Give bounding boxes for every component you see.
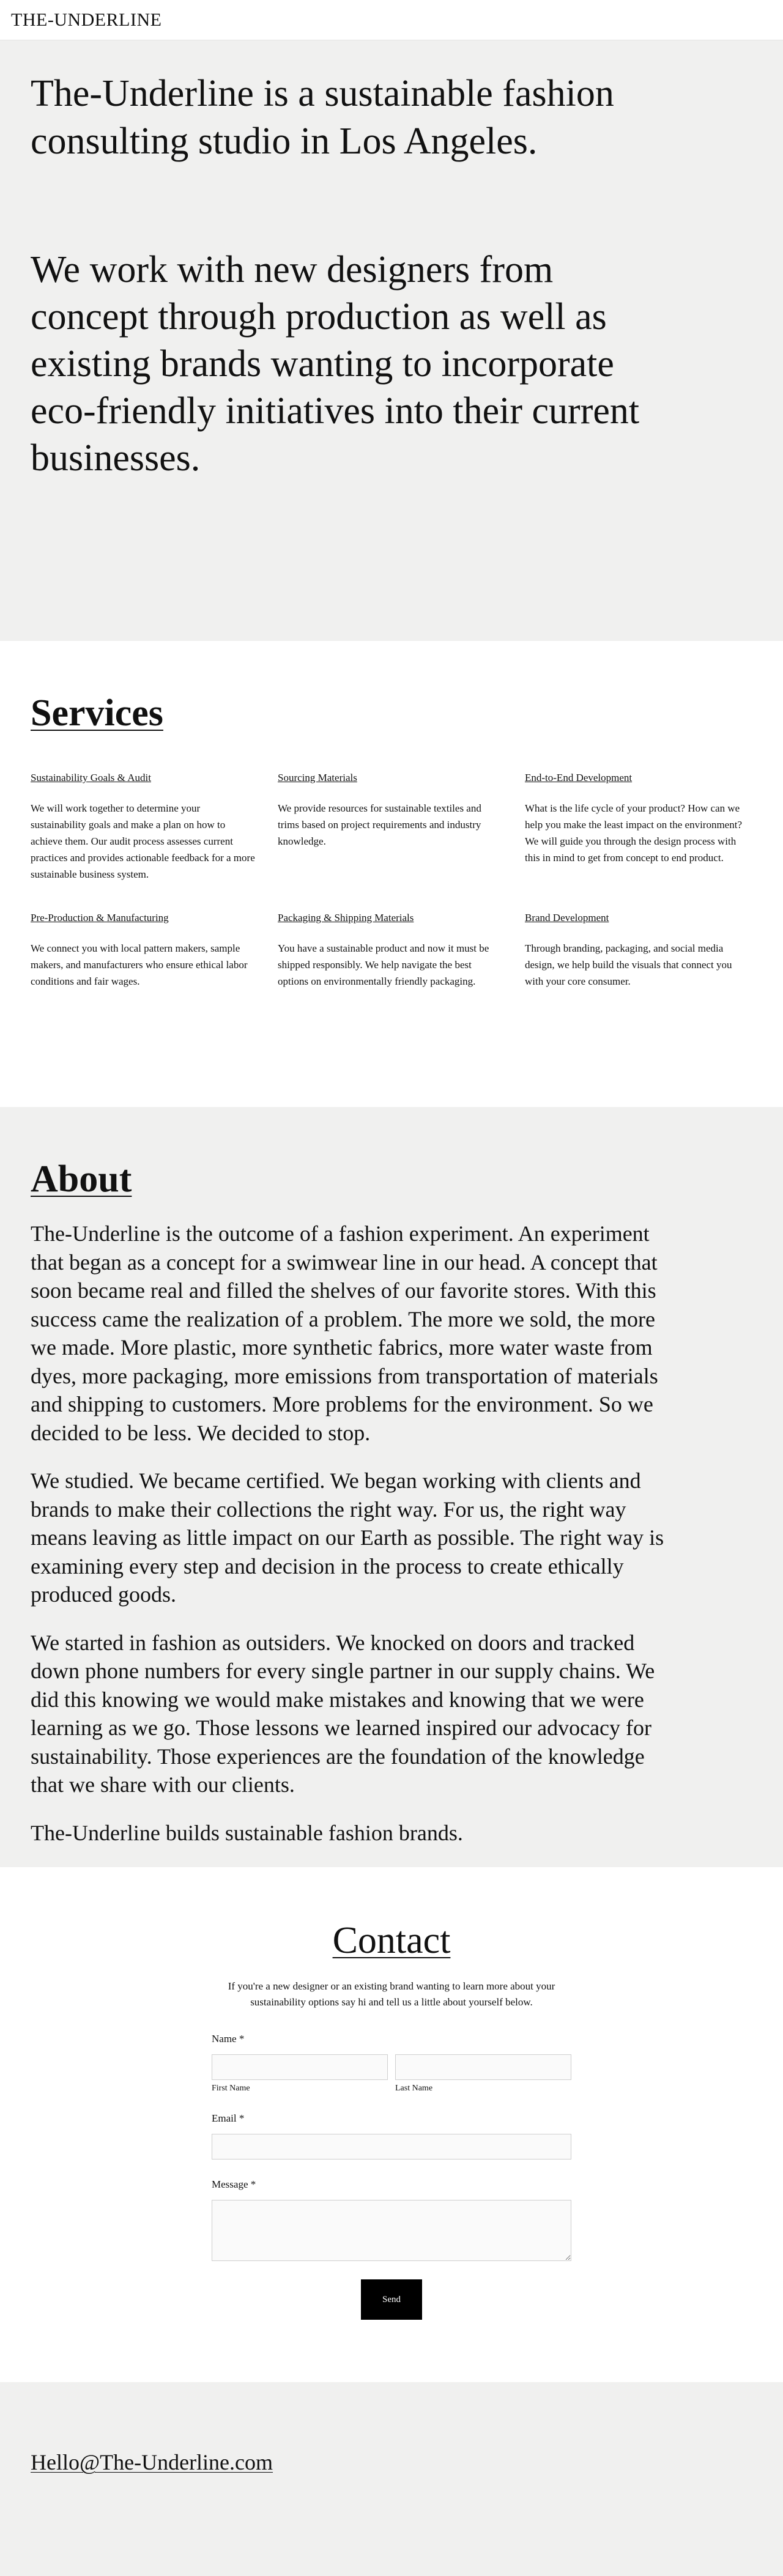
service-description: We connect you with local pattern makers, sample makers, and manufacturers who ensure ethical labor conditions and fair wages. [31,942,248,987]
service-item [31,771,278,883]
site-footer [0,2382,783,2576]
contact-section [0,1867,783,2382]
email-field[interactable] [212,2134,571,2160]
send-button-wrap [212,2279,571,2320]
service-item [525,771,757,883]
service-title: Pre-Production & Manufacturing [31,912,169,923]
last-name-caption: Last Name [395,2084,433,2093]
contact-heading: Contact [332,1920,451,1961]
intro-section [0,40,783,641]
first-name-field[interactable] [212,2054,388,2080]
contact-form [212,2032,571,2320]
service-title: Packaging & Shipping Materials [278,912,414,923]
service-description: Through branding, packaging, and social media design, we help build the visuals that connect you with your core consumer. [525,942,732,987]
services-section [0,641,783,1107]
service-description: We provide resources for sustainable textiles and trims based on project requirements and industry knowledge. [278,802,481,847]
service-title: Brand Development [525,912,609,923]
first-name-group [212,2054,388,2093]
service-description: You have a sustainable product and now it must be shipped responsibly. We help navigate the best options on environmentally friendly packaging. [278,942,489,987]
name-label: Name * [212,2033,245,2045]
service-title: Sourcing Materials [278,772,357,783]
services-heading: Services [31,692,163,734]
about-paragraph: We studied. We became certified. We began working with clients and brands to make their collections the right way. For us, the right way means leaving as little impact on our Earth as possible. The right way is examining every step and decision in the process to create ethically produced goods. [31,1468,664,1607]
intro-description: We work with new designers from concept through production as well as existing brands wanting to incorporate eco-friendly initiatives into their current businesses. [31,249,640,479]
service-item [525,911,757,990]
about-paragraph: We started in fashion as outsiders. We knocked on doors and tracked down phone numbers for every single partner in our supply chains. We did this knowing we would make mistakes and knowing that we were learning as we go. Those lessons we learned inspired our advocacy for sustainability. Those experiences are the foundation of the knowledge that we share with our clients. [31,1630,655,1797]
message-field[interactable] [212,2200,571,2261]
service-item [31,911,278,990]
services-grid [31,771,752,990]
service-title: End-to-End Development [525,772,633,783]
intro-statement: The-Underline is a sustainable fashion consulting studio in Los Angeles. [31,73,614,162]
about-paragraph: The-Underline builds sustainable fashion brands. [31,1820,463,1845]
contact-intro: If you're a new designer or an existing brand wanting to learn more about your sustainability options say hi and tell us a little about yourself below. [228,1980,555,2008]
service-item [278,911,525,990]
site-header [0,0,783,40]
service-title: Sustainability Goals & Audit [31,772,151,783]
send-button[interactable]: Send [361,2279,422,2320]
name-fields [212,2054,571,2093]
service-description: We will work together to determine your sustainability goals and make a plan on how to achieve them. Our audit process assesses current practices and provides actionable feedback for a more sustainable business system. [31,802,255,880]
last-name-field[interactable] [395,2054,571,2080]
message-label: Message * [212,2178,256,2190]
service-item [278,771,525,883]
first-name-caption: First Name [212,2084,250,2093]
email-label: Email * [212,2112,245,2124]
service-description: What is the life cycle of your product? How can we help you make the least impact on the environment? We will guide you through the design process with this in mind to get from concept to end product. [525,802,742,864]
about-paragraph: The-Underline is the outcome of a fashion experiment. An experiment that began as a concept for a swimwear line in our head. A concept that soon became real and filled the shelves of our favorite stores. With this success came the realization of a problem. The more we sold, the more we made. More plastic, more synthetic fabrics, more water waste from dyes, more packaging, more emissions from transportation of materials and shipping to customers. More problems for the environment. So we decided to be less. We decided to stop. [31,1221,658,1445]
last-name-group [395,2054,571,2093]
contact-heading-wrap [0,1916,783,1965]
about-section [0,1107,783,1867]
about-heading: About [31,1158,132,1200]
footer-email-link[interactable]: Hello@The-Underline.com [31,2450,273,2474]
site-logo[interactable]: THE-UNDERLINE [11,9,162,30]
